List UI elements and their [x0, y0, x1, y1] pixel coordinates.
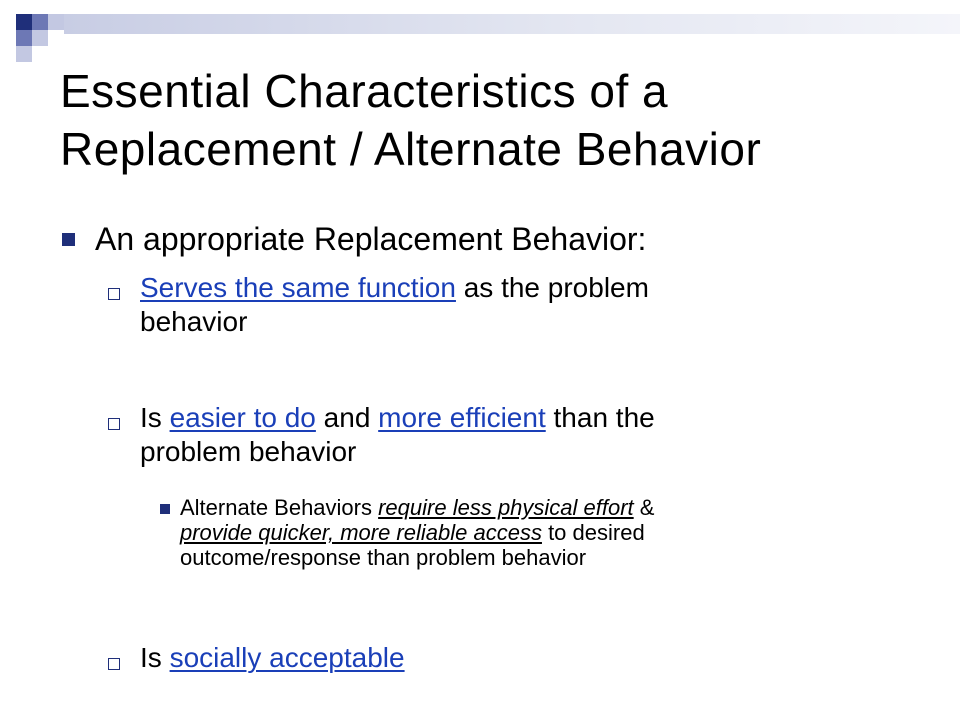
corner-square-light: [48, 14, 64, 30]
hollow-square-bullet-icon: [108, 288, 120, 300]
corner-square-mid: [32, 14, 48, 30]
hollow-square-bullet-icon: [108, 658, 120, 670]
emphasis-less-effort: require less physical effort: [378, 495, 634, 520]
corner-square-light-3: [16, 46, 32, 62]
sub-bullet-line-1: Alternate Behaviors require less physical effort &: [180, 495, 655, 520]
emphasis-quicker-access: provide quicker, more reliable access: [180, 520, 542, 545]
list-item-line-2: behavior: [140, 306, 248, 337]
slide-title: [60, 62, 920, 178]
corner-square-mid-2: [16, 30, 32, 46]
corner-square-light-2: [32, 30, 48, 46]
main-bullet-text: An appropriate Replacement Behavior:: [95, 221, 647, 257]
list-item-function: [140, 271, 860, 339]
sub-bullet-line-3: outcome/response than problem behavior: [180, 545, 587, 570]
sub-bullet-line-2: provide quicker, more reliable access to desired: [180, 520, 645, 545]
bullet-square-icon: [62, 233, 75, 246]
list-item-prefix: Is: [140, 402, 170, 433]
list-item-line: [140, 641, 860, 675]
list-item-text: as the problem: [455, 272, 649, 303]
header-gradient-bar: [64, 14, 960, 34]
hollow-square-bullet-icon: [108, 418, 120, 430]
list-item-prefix: Is: [140, 642, 170, 673]
link-serves-same-function[interactable]: Serves the same function: [140, 272, 456, 303]
list-item-text: than the: [545, 402, 655, 433]
link-more-efficient[interactable]: more efficient: [378, 402, 546, 433]
list-item-line: [140, 401, 860, 435]
sub-bullet-text: [180, 495, 900, 570]
slide-title-line-2: Replacement / Alternate Behavior: [60, 123, 762, 175]
list-item-line: [140, 271, 860, 305]
small-square-bullet-icon: [160, 504, 170, 514]
list-item-text: and: [315, 402, 379, 433]
corner-square-navy: [16, 14, 32, 30]
link-easier-to-do[interactable]: easier to do: [169, 402, 316, 433]
slide-title-line-1: Essential Characteristics of a: [60, 65, 669, 117]
list-item-efficiency: [140, 401, 860, 469]
link-socially-acceptable[interactable]: socially acceptable: [169, 642, 405, 673]
list-item-line-2: problem behavior: [140, 436, 357, 467]
list-item-socially-acceptable: [140, 641, 860, 675]
